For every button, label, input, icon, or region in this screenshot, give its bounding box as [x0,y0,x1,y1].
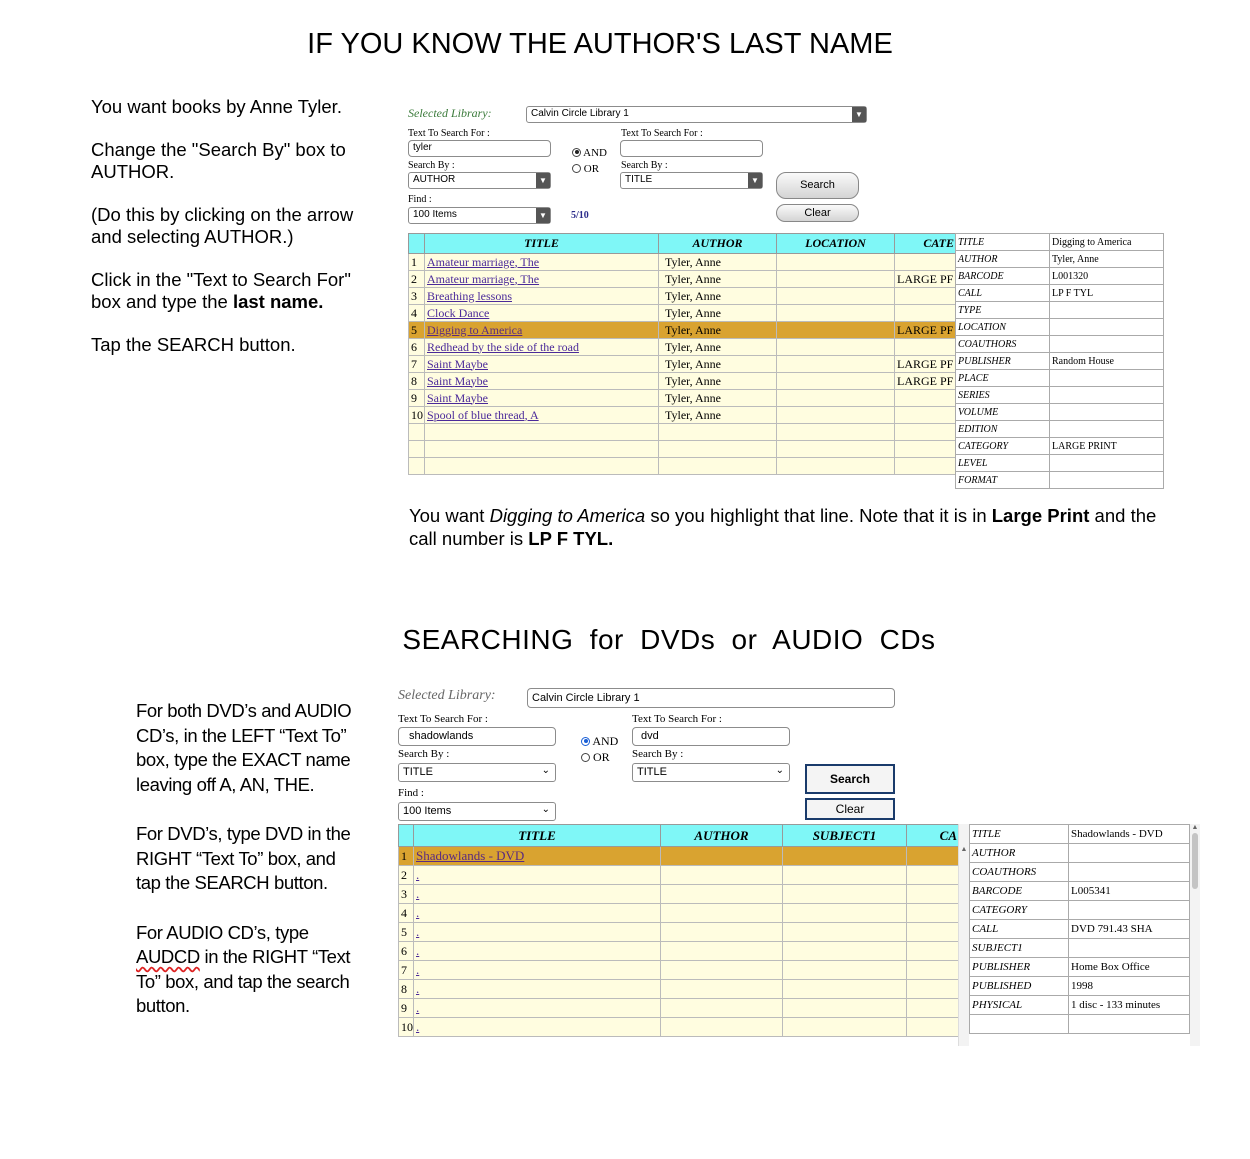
detail-field-label: BARCODE [970,882,1069,901]
row-number: 5 [399,923,414,942]
title-link[interactable]: Amateur marriage, The [427,254,540,269]
row-number: 1 [409,254,425,271]
title-cell[interactable] [425,373,659,390]
detail-row [956,472,1164,489]
subject-cell [783,942,907,961]
detail-row [970,939,1190,958]
location-cell [777,373,895,390]
results-table [408,233,956,475]
column-header-category[interactable]: CATE [895,234,956,254]
row-number: 9 [409,390,425,407]
title-link[interactable]: Spool of blue thread, A [427,407,539,422]
detail-row [956,302,1164,319]
section-heading: SEARCHING for DVDs or AUDIO CDs [402,624,936,655]
chevron-down-icon: ⌄ [541,765,550,776]
catalog-screenshot-2 [390,684,1205,1048]
category-cell [907,980,959,999]
detail-row [956,438,1164,455]
row-number: 4 [409,305,425,322]
screenshot-caption: You want Digging to America so you highlight that line. Note that it is in Large Print and the call number is LP F TYL. [409,505,1157,549]
table-row[interactable] [409,373,956,390]
detail-field-value: 1 disc - 133 minutes [1069,996,1190,1015]
table-row[interactable] [409,339,956,356]
detail-row [956,319,1164,336]
text-search-label-left: Text To Search For : [408,128,490,139]
detail-field-value: Home Box Office [1069,958,1190,977]
subject-cell [783,847,907,866]
column-header-category[interactable]: CA [907,825,959,847]
detail-row [956,268,1164,285]
find-select[interactable]: 100 Items ⌄ [398,802,556,821]
table-row[interactable] [399,942,959,961]
selected-library-label: Selected Library: [408,106,492,120]
row-number: 2 [409,271,425,288]
table-row[interactable] [399,980,959,999]
author-cell: Tyler, Anne [659,322,777,339]
text-search-label-left: Text To Search For : [398,713,488,725]
search-by-select-left[interactable]: AUTHOR ▼ [408,172,551,189]
row-number: 6 [399,942,414,961]
detail-field-value [1069,901,1190,920]
instruction-step: Tap the SEARCH button. [91,334,296,355]
page-title: IF YOU KNOW THE AUTHOR'S LAST NAME [307,28,893,60]
detail-row [956,285,1164,302]
detail-field-value: Random House [1050,353,1164,370]
row-number: 3 [399,885,414,904]
author-cell: Tyler, Anne [659,373,777,390]
author-cell [661,980,783,999]
column-header-author[interactable]: AUTHOR [659,234,777,254]
row-number: 7 [399,961,414,980]
detail-row [956,421,1164,438]
category-cell [907,885,959,904]
chevron-down-icon: ⌄ [775,765,784,776]
detail-field-label: CALL [970,920,1069,939]
title-cell[interactable]: . [414,961,661,980]
library-select-value: Calvin Circle Library 1 [531,108,629,119]
detail-field-value: 1998 [1069,977,1190,996]
result-count: 5/10 [571,210,589,221]
clear-button[interactable]: Clear [776,204,859,222]
location-cell [777,288,895,305]
table-row[interactable] [409,322,956,339]
location-cell [777,407,895,424]
row-number: 9 [399,999,414,1018]
row-number: 8 [409,373,425,390]
instruction-step: For DVD’s, type DVD in the RIGHT “Text To” box, and tap the SEARCH button. [136,823,351,893]
find-label: Find : [408,194,432,205]
title-cell[interactable]: . [414,999,661,1018]
author-cell [661,904,783,923]
detail-field-value [1050,336,1164,353]
instruction-step: Click in the "Text to Search For" box and type the last name. [91,269,351,312]
subject-cell [783,866,907,885]
detail-row [970,1015,1190,1034]
detail-field-value [1069,844,1190,863]
instruction-step: You want books by Anne Tyler. [91,96,342,117]
title-cell[interactable] [425,322,659,339]
location-cell [777,305,895,322]
table-row[interactable] [399,961,959,980]
detail-field-label: SUBJECT1 [970,939,1069,958]
detail-row [956,455,1164,472]
detail-row [970,920,1190,939]
detail-field-value [1050,302,1164,319]
detail-field-value: LARGE PRINT [1050,438,1164,455]
column-header-subject1[interactable]: SUBJECT1 [783,825,907,847]
table-row[interactable] [399,866,959,885]
author-cell [661,866,783,885]
category-cell [907,923,959,942]
detail-field-label: EDITION [956,421,1050,438]
location-cell [777,356,895,373]
table-row[interactable] [409,305,956,322]
table-row[interactable] [409,356,956,373]
instruction-step: Change the "Search By" box to AUTHOR. [91,139,346,182]
detail-field-value [1050,421,1164,438]
detail-field-label: PUBLISHED [970,977,1069,996]
chevron-down-icon: ▼ [536,173,550,188]
table-row[interactable] [409,254,956,271]
detail-field-value [1050,387,1164,404]
detail-field-value [1069,939,1190,958]
text-search-label-right: Text To Search For : [621,128,703,139]
location-cell [777,390,895,407]
detail-row [970,844,1190,863]
category-cell [907,904,959,923]
title-link[interactable]: Amateur marriage, The [427,271,540,286]
search-button[interactable]: Search [776,172,859,199]
author-cell [661,942,783,961]
title-cell[interactable]: . [414,923,661,942]
text-search-label-right: Text To Search For : [632,713,722,725]
detail-field-label: LOCATION [956,319,1050,336]
title-cell[interactable] [425,271,659,288]
author-cell: Tyler, Anne [659,356,777,373]
dvd-instructions [136,699,364,1044]
record-detail-panel [969,824,1190,1034]
detail-row [970,825,1190,844]
detail-field-value: L001320 [1050,268,1164,285]
results-scrollbar[interactable] [958,824,969,1046]
author-cell: Tyler, Anne [659,254,777,271]
scroll-up-icon[interactable]: ▲ [960,846,968,853]
results-table [398,824,959,1037]
detail-field-label: AUTHOR [956,251,1050,268]
category-cell [907,847,959,866]
chevron-down-icon: ▼ [748,173,762,188]
table-row[interactable] [399,923,959,942]
or-radio[interactable]: OR [572,163,599,175]
table-row[interactable] [399,1018,959,1037]
row-number: 8 [399,980,414,999]
search-by-label-right: Search By : [621,160,668,171]
title-link[interactable]: Digging to America [427,322,523,337]
selected-library-label: Selected Library: [398,688,496,703]
chevron-down-icon: ⌄ [541,804,550,815]
category-cell: LARGE PF [895,373,956,390]
search-input-right[interactable]: dvd [632,727,790,746]
location-cell [777,271,895,288]
detail-field-value [1050,455,1164,472]
detail-field-value [1069,1015,1190,1034]
author-cell: Tyler, Anne [659,390,777,407]
category-cell [895,288,956,305]
search-input-right[interactable] [620,140,763,157]
detail-field-value [1050,404,1164,421]
detail-row [956,404,1164,421]
category-cell [895,407,956,424]
detail-field-label: TITLE [956,234,1050,251]
catalog-screenshot-1 [405,100,1167,486]
subject-cell [783,885,907,904]
radio-selected-icon [572,148,581,157]
row-number: 10 [409,407,425,424]
category-cell [907,866,959,885]
instruction-step: For both DVD’s and AUDIO CD’s, in the LEFT “Text To” box, type the EXACT name leaving off A, AN, THE. [136,700,352,795]
category-cell [895,339,956,356]
title-cell[interactable]: . [414,980,661,999]
title-link[interactable]: Saint Maybe [427,390,488,405]
radio-empty-icon [572,164,581,173]
detail-field-value: LP F TYL [1050,285,1164,302]
table-row[interactable] [409,407,956,424]
or-radio[interactable]: OR [581,750,610,765]
table-row[interactable] [399,999,959,1018]
subject-cell [783,904,907,923]
column-header-author[interactable]: AUTHOR [661,825,783,847]
location-cell [777,339,895,356]
author-cell: Tyler, Anne [659,407,777,424]
author-cell: Tyler, Anne [659,271,777,288]
title-link[interactable]: Breathing lessons [427,288,512,303]
location-cell [777,322,895,339]
detail-field-label: PUBLISHER [956,353,1050,370]
category-cell [895,305,956,322]
column-header-title[interactable]: TITLE [425,234,659,254]
row-number: 1 [399,847,414,866]
column-header-location[interactable]: LOCATION [777,234,895,254]
subject-cell [783,980,907,999]
detail-row [970,977,1190,996]
subject-cell [783,923,907,942]
title-cell[interactable]: . [414,866,661,885]
search-input-left[interactable]: shadowlands [398,727,556,746]
title-link[interactable]: Shadowlands - DVD [416,848,525,863]
title-cell[interactable] [425,339,659,356]
detail-field-value [1069,863,1190,882]
subject-cell [783,999,907,1018]
table-row[interactable] [409,271,956,288]
detail-field-label: LEVEL [956,455,1050,472]
detail-field-label: PHYSICAL [970,996,1069,1015]
row-number: 7 [409,356,425,373]
detail-row [970,901,1190,920]
category-cell [907,999,959,1018]
category-cell [895,390,956,407]
radio-selected-icon [581,737,590,746]
title-link[interactable]: Saint Maybe [427,356,488,371]
scrollbar-thumb[interactable] [1192,833,1198,889]
find-label: Find : [398,787,424,799]
detail-field-label: CATEGORY [956,438,1050,455]
search-by-select-left[interactable]: TITLE ⌄ [398,763,556,782]
detail-field-value: Shadowlands - DVD [1069,825,1190,844]
instruction-step: (Do this by clicking on the arrow and selecting AUTHOR.) [91,204,354,247]
chevron-down-icon: ▼ [536,208,550,223]
detail-row [956,234,1164,251]
detail-row [970,958,1190,977]
title-cell[interactable] [425,390,659,407]
row-number: 5 [409,322,425,339]
detail-field-label: BARCODE [956,268,1050,285]
detail-field-value: L005341 [1069,882,1190,901]
detail-field-label: TITLE [970,825,1069,844]
detail-row [956,251,1164,268]
author-cell [661,885,783,904]
category-cell [907,942,959,961]
search-by-label-left: Search By : [408,160,455,171]
author-cell [661,961,783,980]
chevron-down-icon: ▼ [852,107,866,122]
detail-field-value: Digging to America [1050,234,1164,251]
category-cell [907,961,959,980]
detail-field-label: PUBLISHER [970,958,1069,977]
detail-field-value: Tyler, Anne [1050,251,1164,268]
subject-cell [783,1018,907,1037]
record-detail-panel [955,233,1164,489]
search-button[interactable]: Search [805,764,895,794]
author-cell [661,999,783,1018]
search-by-label-left: Search By : [398,748,450,760]
library-select[interactable]: Calvin Circle Library 1 [527,688,895,708]
and-radio[interactable]: AND [581,734,618,749]
detail-field-value [1050,472,1164,489]
author-cell [661,847,783,866]
title-link[interactable]: Clock Dance [427,305,490,320]
row-number: 2 [399,866,414,885]
category-cell: LARGE PF [895,322,956,339]
table-row-empty [409,458,956,475]
title-cell[interactable]: . [414,904,661,923]
table-row[interactable] [399,904,959,923]
search-by-select-right[interactable]: TITLE ⌄ [632,763,790,782]
table-row[interactable] [399,885,959,904]
and-radio[interactable]: AND [572,147,607,159]
table-row[interactable] [409,390,956,407]
column-header-title[interactable]: TITLE [414,825,661,847]
search-by-select-right[interactable]: TITLE ▼ [620,172,763,189]
title-cell[interactable] [414,847,661,866]
detail-row [956,387,1164,404]
title-cell[interactable] [425,356,659,373]
category-cell: LARGE PF [895,356,956,373]
search-input-left[interactable]: tyler [408,140,551,157]
title-cell[interactable]: . [414,942,661,961]
title-cell[interactable] [425,407,659,424]
find-select[interactable]: 100 Items ▼ [408,207,551,224]
detail-field-label [970,1015,1069,1034]
title-cell[interactable] [425,254,659,271]
detail-field-label: TYPE [956,302,1050,319]
detail-field-value [1050,370,1164,387]
detail-row [956,353,1164,370]
detail-row [970,996,1190,1015]
row-number: 6 [409,339,425,356]
title-cell[interactable] [425,305,659,322]
detail-scrollbar[interactable] [1190,824,1200,1046]
clear-button[interactable]: Clear [805,798,895,820]
detail-field-label: CATEGORY [970,901,1069,920]
detail-field-value [1050,319,1164,336]
detail-field-label: VOLUME [956,404,1050,421]
scroll-up-icon[interactable]: ▲ [1191,824,1199,831]
detail-field-label: CALL [956,285,1050,302]
author-cell [661,1018,783,1037]
instruction-step: For AUDIO CD’s, type AUDCD in the RIGHT “Text To” box, and tap the search button. [136,921,351,1016]
row-number: 3 [409,288,425,305]
author-cell: Tyler, Anne [659,305,777,322]
detail-field-label: COAUTHORS [956,336,1050,353]
category-cell [907,1018,959,1037]
search-by-label-right: Search By : [632,748,684,760]
table-row[interactable] [399,847,959,866]
title-cell[interactable] [425,288,659,305]
table-row[interactable] [409,288,956,305]
detail-row [970,863,1190,882]
author-cell: Tyler, Anne [659,339,777,356]
table-row-empty [409,441,956,458]
category-cell: LARGE PF [895,271,956,288]
detail-row [956,336,1164,353]
title-link[interactable]: Redhead by the side of the road [427,339,579,354]
detail-field-label: COAUTHORS [970,863,1069,882]
detail-field-label: PLACE [956,370,1050,387]
author-cell [661,923,783,942]
detail-row [956,370,1164,387]
row-number: 4 [399,904,414,923]
category-cell [895,254,956,271]
title-cell[interactable]: . [414,885,661,904]
title-link[interactable]: Saint Maybe [427,373,488,388]
detail-field-label: FORMAT [956,472,1050,489]
detail-field-label: AUTHOR [970,844,1069,863]
row-number: 10 [399,1018,414,1037]
subject-cell [783,961,907,980]
location-cell [777,254,895,271]
detail-field-label: SERIES [956,387,1050,404]
author-instructions [91,96,376,377]
detail-row [970,882,1190,901]
library-select[interactable] [526,106,867,123]
detail-field-value: DVD 791.43 SHA [1069,920,1190,939]
radio-empty-icon [581,753,590,762]
author-cell: Tyler, Anne [659,288,777,305]
title-cell[interactable]: . [414,1018,661,1037]
table-row-empty [409,424,956,441]
